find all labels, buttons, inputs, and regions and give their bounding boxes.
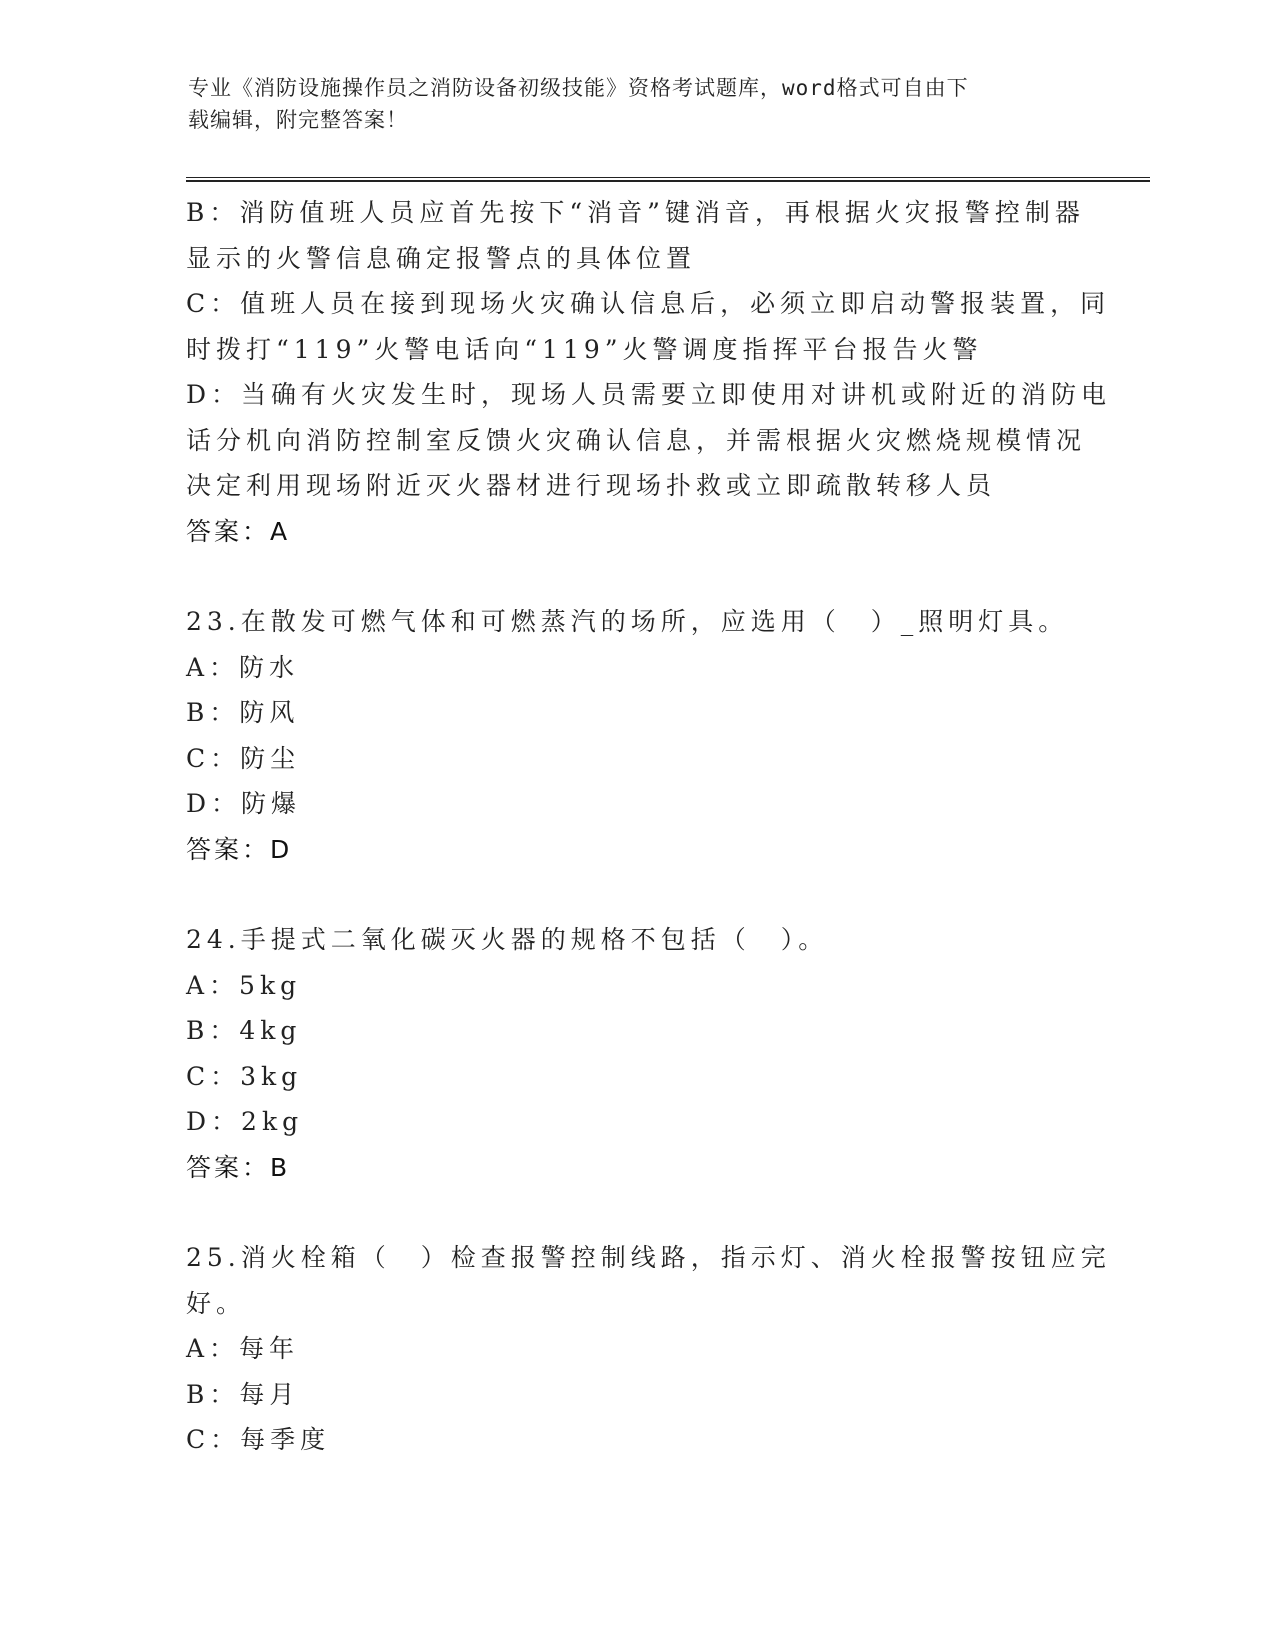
- document-content: [186, 190, 1112, 1463]
- question-23: [186, 599, 1076, 872]
- answer-line: 答案：D: [186, 834, 293, 864]
- option-b: B：4kg: [186, 1016, 302, 1045]
- option-b-line-2: 显示的火警信息确定报警点的具体位置: [186, 243, 697, 273]
- spacer: [186, 554, 1076, 599]
- option-d-line-3: 决定利用现场附近灭火器材进行现场扑救或立即疏散转移人员: [186, 471, 997, 500]
- question-25: [186, 1235, 1111, 1463]
- option-c-line-1: C：值班人员在接到现场火灾确认信息后，必须立即启动警报装置，同: [186, 289, 1111, 318]
- option-b: B：防风: [186, 698, 300, 727]
- option-d: D：2kg: [186, 1107, 304, 1136]
- question-stem-line-1: 25.消火栓箱（ ）检查报警控制线路，指示灯、消火栓报警按钮应完: [186, 1243, 1111, 1272]
- header-divider: [186, 177, 1150, 182]
- option-d-line-2: 话分机向消防控制室反馈火灾确认信息，并需根据火灾燃烧规模情况: [186, 425, 1087, 455]
- question-stem: 23.在散发可燃气体和可燃蒸汽的场所，应选用（ ）_照明灯具。: [186, 607, 1069, 636]
- spacer: [186, 1190, 1076, 1235]
- answer-line: 答案：A: [186, 516, 291, 546]
- option-c: C：3kg: [186, 1061, 303, 1091]
- option-a: A：5kg: [186, 970, 302, 1000]
- option-c: C：防尘: [186, 743, 301, 773]
- option-b: B：每月: [186, 1379, 300, 1409]
- option-d: D：防爆: [186, 789, 302, 818]
- option-c: C：每季度: [186, 1425, 331, 1454]
- question-24: [186, 917, 1076, 1190]
- answer-line: 答案：B: [186, 1152, 291, 1182]
- question-stem: 24.手提式二氧化碳灭火器的规格不包括（ ）。: [186, 925, 829, 954]
- question-stem-line-2: 好。: [186, 1288, 247, 1318]
- option-c-line-2: 时拨打“119”火警电话向“119”火警调度指挥平台报告火警: [186, 334, 983, 364]
- document-header: [188, 72, 1078, 136]
- option-b-line-1: B：消防值班人员应首先按下“消音”键消音，再根据火灾报警控制器: [186, 198, 1085, 227]
- previous-question-options: [186, 190, 1112, 554]
- option-a: A：每年: [186, 1334, 300, 1363]
- option-d-line-1: D：当确有火灾发生时，现场人员需要立即使用对讲机或附近的消防电: [186, 380, 1112, 409]
- spacer: [186, 872, 1076, 917]
- header-line-1: 专业《消防设施操作员之消防设备初级技能》资格考试题库，word格式可自由下: [188, 76, 969, 100]
- option-a: A：防水: [186, 652, 300, 682]
- header-line-2: 载编辑，附完整答案！: [188, 108, 408, 132]
